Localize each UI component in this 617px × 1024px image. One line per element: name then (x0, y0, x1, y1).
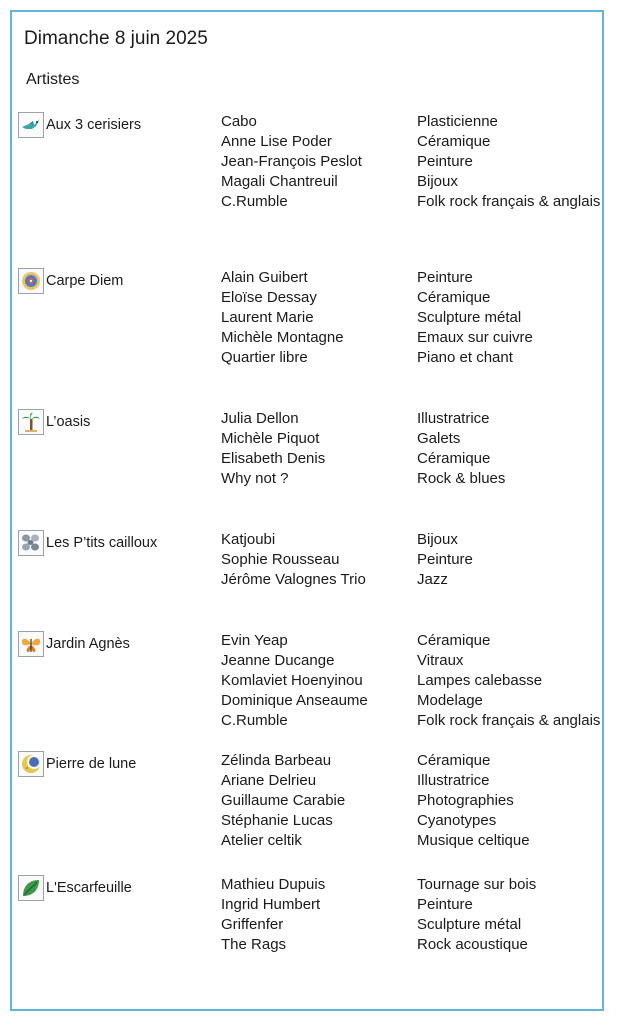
artist-name: Evin Yeap (221, 632, 288, 649)
artist-discipline: Cyanotypes (417, 812, 497, 829)
artist-discipline: Sculpture métal (417, 309, 522, 326)
event-date: Dimanche 8 juin 2025 (24, 28, 208, 49)
discipline-list (417, 268, 533, 368)
artist-list (221, 631, 368, 731)
discipline-list (417, 631, 600, 731)
venue-name: L’oasis (46, 414, 91, 430)
venue-name: Pierre de lune (46, 756, 137, 772)
leaf-icon (18, 875, 44, 901)
artist-name: Michèle Piquot (221, 430, 320, 447)
venue-name: Jardin Agnès (46, 636, 130, 652)
venue-header (18, 875, 132, 901)
venue-name: Les P’tits cailloux (46, 535, 158, 551)
hummingbird-icon (18, 112, 44, 138)
artist-name: Griffenfer (221, 916, 284, 933)
artist-discipline: Céramique (417, 289, 491, 306)
venue-header (18, 530, 157, 556)
butterfly-icon (18, 631, 44, 657)
artist-discipline: Musique celtique (417, 832, 530, 849)
artist-discipline: Modelage (417, 692, 483, 709)
pebbles-icon (18, 530, 44, 556)
artist-name: Elisabeth Denis (221, 450, 326, 467)
artist-name: Mathieu Dupuis (221, 876, 326, 893)
artist-discipline: Tournage sur bois (417, 876, 537, 893)
artist-list (221, 112, 362, 212)
artist-list (221, 530, 366, 590)
artist-name: Guillaume Carabie (221, 792, 346, 809)
artist-discipline: Bijoux (417, 173, 458, 190)
artist-name: Sophie Rousseau (221, 551, 340, 568)
artist-name: Ariane Delrieu (221, 772, 317, 789)
artist-discipline: Photographies (417, 792, 514, 809)
artist-name: Anne Lise Poder (221, 133, 332, 150)
artist-name: C.Rumble (221, 193, 288, 210)
artist-name: Cabo (221, 113, 257, 130)
artist-name: Stéphanie Lucas (221, 812, 333, 829)
artist-discipline: Peinture (417, 153, 473, 170)
artist-name: Ingrid Humbert (221, 896, 321, 913)
artist-name: Magali Chantreuil (221, 173, 338, 190)
artist-name: Zélinda Barbeau (221, 752, 332, 769)
artists-heading: Artistes (26, 71, 80, 88)
venue-header (18, 409, 90, 435)
artist-discipline: Folk rock français & anglais (417, 712, 601, 729)
artist-discipline: Céramique (417, 632, 491, 649)
artist-list (221, 268, 344, 368)
artist-name: The Rags (221, 936, 287, 953)
venue-header (18, 112, 141, 138)
artist-discipline: Bijoux (417, 531, 458, 548)
artist-discipline: Plasticienne (417, 113, 498, 130)
venue-name: Aux 3 cerisiers (46, 117, 142, 133)
venue-name: Carpe Diem (46, 273, 124, 289)
artist-discipline: Jazz (417, 571, 448, 588)
artist-name: Jérôme Valognes Trio (221, 571, 366, 588)
artist-name: Atelier celtik (221, 832, 302, 849)
artist-discipline: Sculpture métal (417, 916, 522, 933)
mandala-icon (18, 268, 44, 294)
artist-discipline: Folk rock français & anglais (417, 193, 601, 210)
artist-list (221, 409, 325, 489)
artist-discipline: Peinture (417, 269, 473, 286)
artist-discipline: Illustratrice (417, 772, 490, 789)
artist-name: Komlaviet Hoenyinou (221, 672, 363, 689)
artist-discipline: Galets (417, 430, 461, 447)
venue-header (18, 268, 123, 294)
artist-name: Quartier libre (221, 349, 308, 366)
discipline-list (417, 875, 536, 955)
artist-name: Alain Guibert (221, 269, 308, 286)
artist-name: C.Rumble (221, 712, 288, 729)
artist-discipline: Illustratrice (417, 410, 490, 427)
artist-name: Jeanne Ducange (221, 652, 335, 669)
venue-header (18, 751, 136, 777)
artist-name: Why not ? (221, 470, 289, 487)
artist-name: Julia Dellon (221, 410, 299, 427)
artist-discipline: Piano et chant (417, 349, 513, 366)
artist-discipline: Rock & blues (417, 470, 506, 487)
artist-discipline: Peinture (417, 896, 473, 913)
artist-discipline: Lampes calebasse (417, 672, 543, 689)
artist-name: Michèle Montagne (221, 329, 344, 346)
artist-discipline: Emaux sur cuivre (417, 329, 533, 346)
artist-list (221, 875, 325, 955)
artist-discipline: Peinture (417, 551, 473, 568)
artist-name: Eloïse Dessay (221, 289, 317, 306)
artist-discipline: Céramique (417, 752, 491, 769)
palm-tree-icon (18, 409, 44, 435)
venue-header (18, 631, 130, 657)
venue-name: L'Escarfeuille (46, 880, 132, 896)
artist-discipline: Céramique (417, 133, 491, 150)
artist-name: Jean-François Peslot (221, 153, 362, 170)
artist-discipline: Vitraux (417, 652, 464, 669)
discipline-list (417, 112, 600, 212)
artist-name: Laurent Marie (221, 309, 314, 326)
artist-name: Katjoubi (221, 531, 276, 548)
artist-discipline: Céramique (417, 450, 491, 467)
discipline-list (417, 530, 473, 590)
discipline-list (417, 409, 505, 489)
artist-name: Dominique Anseaume (221, 692, 368, 709)
moon-icon (18, 751, 44, 777)
artist-discipline: Rock acoustique (417, 936, 528, 953)
artist-list (221, 751, 345, 851)
discipline-list (417, 751, 530, 851)
